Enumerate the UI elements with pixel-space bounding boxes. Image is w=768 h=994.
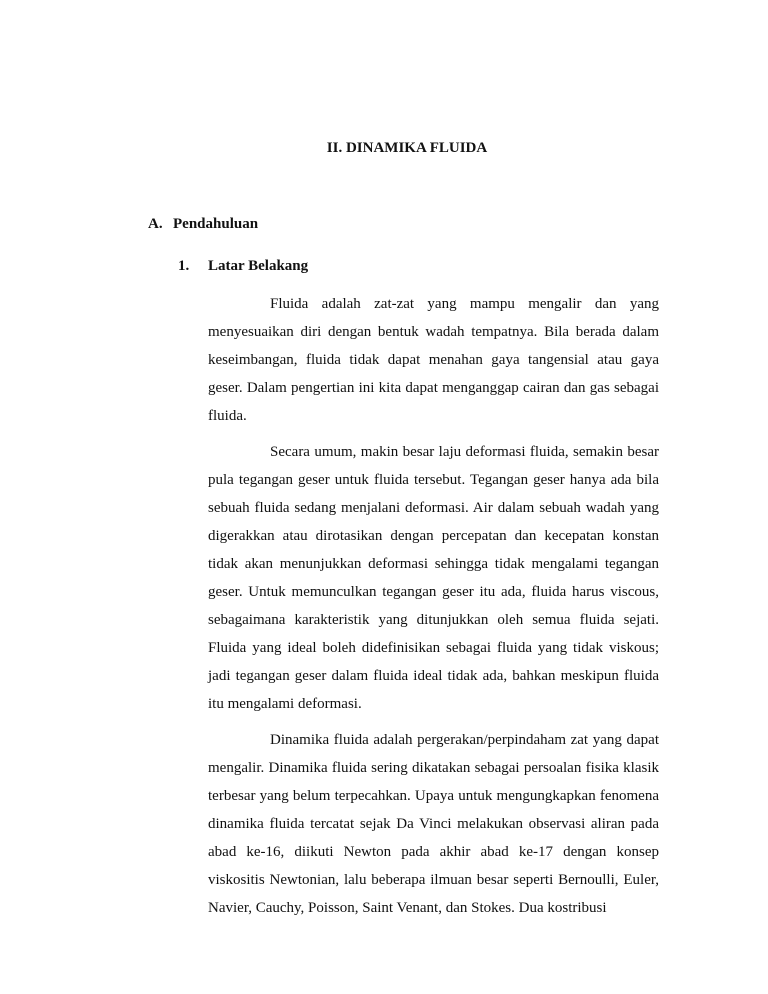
section-title: Pendahuluan [173, 216, 259, 232]
section-heading [148, 216, 258, 233]
chapter-title: II. DINAMIKA FLUIDA [326, 140, 488, 156]
subsection-heading [178, 258, 308, 275]
paragraph: Fluida adalah zat-zat yang mampu mengalir dan yang menyesuaikan diri dengan bentuk wadah tempatnya. Bila berada dalam keseimbangan, fluida tidak dapat menahan gaya tangensial atau gaya geser. Dalam pengertian ini kita dapat menganggap cairan dan gas sebagai fluida. [208, 296, 659, 424]
section-marker: A. [148, 216, 163, 232]
body-text [208, 290, 659, 930]
paragraph: Secara umum, makin besar laju deformasi fluida, semakin besar pula tegangan geser untuk fluida tersebut. Tegangan geser hanya ada bila sebuah fluida sedang menjalani deformasi. Air dalam sebuah wadah yang digerakkan atau dirotasikan dengan percepatan dan kecepatan konstan tidak akan menunjukkan deformasi sehingga tidak mengalami tegangan geser. Untuk memunculkan tegangan geser itu ada, fluida harus viscous, sebagaimana karakteristik yang ditunjukkan oleh semua fluida sejati. Fluida yang ideal boleh didefinisikan sebagai fluida yang tidak viskous; jadi tegangan geser dalam fluida ideal tidak ada, bahkan meskipun fluida itu mengalami deformasi. [208, 444, 659, 712]
subsection-marker: 1. [178, 258, 190, 274]
paragraph: Dinamika fluida adalah pergerakan/perpindaham zat yang dapat mengalir. Dinamika fluida sering dikatakan sebagai persoalan fisika klasik terbesar yang belum terpecahkan. Upaya untuk mengungkapkan fenomena dinamika fluida tercatat sejak Da Vinci melakukan observasi aliran pada abad ke-16, diikuti Newton pada akhir abad ke-17 dengan konsep viskositis Newtonian, lalu beberapa ilmuan besar seperti Bernoulli, Euler, Navier, Cauchy, Poisson, Saint Venant, dan Stokes. Dua kostribusi [208, 732, 659, 916]
subsection-title: Latar Belakang [208, 258, 309, 274]
